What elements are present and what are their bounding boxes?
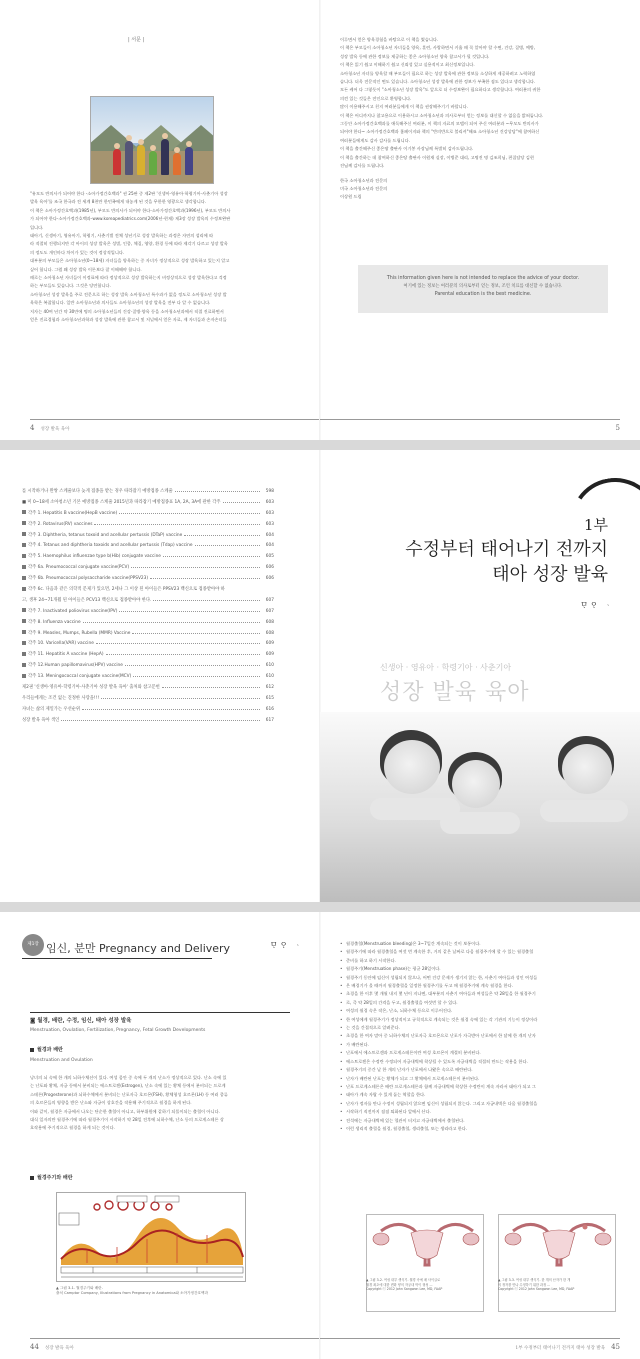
page-44 [0, 912, 320, 1359]
uterus-diagram-a [366, 1214, 484, 1312]
list-item: • 초경을 한 여자 말아 중 뇌하수체의 난포자극 호르몬으로 난포가 자극받아 난포에서 한 달에 한 개의 난자 [340, 1032, 625, 1040]
list-item: • 월경주기의 중간 날 한 개의 난자가 난포에서 나왔은 속으로 배란된다. [340, 1066, 625, 1074]
preface-body-right: 이루면서 얻은 양육경험을 바탕으로 이 책을 썼습니다. 이 책은 부모들이 소아청소년 자녀들을 양육, 훈련, 사랑하면서 키울 때 꼭 알아야 할 수면, 건강, 질병, 예방, 성장 발육 등에 관한 정보를 제공하는 좋은 소아청소년 양육 참고서가 될 것입니다. 이 책은 읽기 쉽고 이해하기 쉽고 신뢰성 있고 실용적이고 최신정보입니다. 소아청소년 자녀를 양육할 때 부모들이 필요로 하는 성장 발육에 관한 정보를 소상하게 제공하려고 노력하였 습니다. 더욱 전문적인 면도 있습니다. 소아청소년 성장 발육에 관한 정보가 부족한 점도 있다고 생각합니다. 모든 케어 다 그렇듯이 "소아청소년 성장 발육"도 앞으로 더 수정보완이 필요하다고 생각합니다. 여러분의 귀한 의견 있는 것들은 전인으로 환영합니다. 많이 이용해주시고 친지 여러분들에게 이 책을 권장해주기기 바랍니다. 이 책은 어디까지나 참고용으로 이용하시고 소아청소년과 의사로부터 얻는 정보를 대신할 수 없음을 밝혀둡니다. 그동안 소아가정간호백과를 애독해주신 여러분, 이 책의 자료의 모델이 되어 주신 여러분과 ~무모도 반의사가 되어야 한다~ 소아가정간호백과 홈페이지와 책의 "반의반으로 불리셔"해죠 소아청소년 건강상담"에 참여하신 여러분들에게도 감사 감사를 드립니다. 이 책을 출간해주신 좋은땅 출판사 이기봉 사장님께 특별히 감사드립니다. 이 책을 출간하는 데 참여하신 좋은땅 출판사 이원재 실장, 이병준 대리, 고명진 명 김조희님, 편집담당 김현 진님께 감사를 드립니다. 한국 소아청소년과 전문의 미국 소아청소년과 전문의 이상원 드림 [340, 36, 610, 202]
toc-page-number: 603 [265, 510, 274, 516]
toc-page-number: 606 [265, 576, 274, 582]
uterus-caption-b: ▲ 그림 3-3. 여성 내부 생식기. 한 개의 난자가 한 개 의 정자를 만나 수정하기 위한 과정 ... Copyright ⓒ 2012 John Sangwon Lee, MD, FAAP [498, 1278, 575, 1292]
toc-page-number: 598 [265, 489, 274, 494]
bullet-icon [22, 521, 26, 525]
page-number-left: 44 성장 발육 육아 [30, 1343, 74, 1351]
bullet-icon [22, 532, 26, 536]
toc-entry: 각주 13. Meningococcal conjugate vaccine(MCV) 610 [22, 673, 274, 684]
list-item: • 는 것을 간접적으로 알려준다. [340, 1024, 625, 1032]
page-number-right: 5 [615, 424, 620, 432]
toc-page-number: 607 [265, 597, 274, 603]
toc-page-number: 604 [265, 543, 274, 549]
toc-entry: 를 시작하거나 완쌍 스케줄보다 늦게 접종을 받는 경우 따라잡기 예방접종 스케줄 598 [22, 489, 274, 494]
ornament-icon: ᄆᆞᄋᆞ ᆞ [580, 601, 614, 610]
toc-entry: 각주 5. Haemophilus influenzae type b(Hib) conjugate vaccine 605 [22, 553, 274, 564]
chapter-body-left: 낭녀의 뇌 속에 한 개의 뇌하수체선이 있다. 여성 몸안 중 속에 두 개의 난소가 정상적으로 있다. 난소 속에 있 는 난포와 황체, 자궁 등에서 분비되는 에스트로겐(Estrogen), 난소 속에 있는 황체 등에서 분비되는 프로게 스테론(Progesterone)과 뇌하수체에서 분비되는 난포자극 호르몬(FSH), 황체형성 호르몬(LH) 등 여러 종류 의 호르몬들의 영향을 받은 난소와 자궁이 상호간을 작용해 주기적으로 월경을 하게 된다. 이와 같이, 월경은 자궁에서 나오는 단순한 출혈이 아니고, 하부위원에 같하기 되풀이되는 출혈이 아니다. 대식 일자의만 월경주기에 따라 월경주기이 시작하기 약 28일 전후에 뇌하수체, 난소 등의 프로게스테론 상 호작용에 주기적으로 월경을 하게 되는 것이다. [30, 1075, 228, 1131]
list-item: • 태아가 계속 자랄 수 있게 돕는 역할을 한다. [340, 1091, 625, 1099]
subtitle-large: 성장 발육 육아 [380, 680, 530, 705]
list-item: • 로, 즉 약 28일의 간격을 두고, 월경출혈을 여섯번 할 수 있다. [340, 999, 625, 1007]
toc-page-number: 608 [265, 619, 274, 625]
bullet-icon [22, 652, 26, 656]
toc-entry: 각주 11. Hepatitis A vaccine (HepA) 609 [22, 651, 274, 662]
list-item: • 월경주기에 따라 월경출혈을 여섯 번 계속한 후, 거의 같은 날짜로 다음 월경주기에 할 수 있는 월경출혈 [340, 948, 625, 956]
family-photo [90, 96, 214, 184]
toc-entry: 각주 8. Influenza vaccine 608 [22, 619, 274, 630]
bullet-icon [22, 674, 26, 678]
list-item: • 월경주기 동안에 임신이 성립되지 않으나, 어떤 건강 문제가 생기지 않는 한, 사춘기 여아들과 성인 여성들 [340, 974, 625, 982]
toc-page-number: 609 [265, 641, 274, 647]
toc-entry: 각주 6b. Pneumococcal polysaccharide vaccine(PPSV23) 606 [22, 575, 274, 586]
toc-page-number: 603 [265, 499, 274, 505]
page-number-left: 4 성장 발육 육아 [30, 424, 70, 432]
list-item: • 은 배경기가 올 때까지 월경출혈을 일정한 월경주기를 두고 매 월경주기에 계속 월경을 한다. [340, 982, 625, 990]
toc-page-number: 606 [265, 565, 274, 571]
toc-entry: ■ 미 0~18세 소아청소년 기본 예방접종 스케줄 2015년과 따라잡기 예방접종표 1A, 2A, 3A에 관한 각주 603 [22, 499, 274, 505]
toc-page-number: 615 [265, 695, 274, 701]
table-of-contents [22, 488, 274, 728]
toc-page-number: 610 [265, 663, 274, 669]
toc-entry: 각주 6a. Pneumococcal conjugate vaccine(PCV) 606 [22, 564, 274, 575]
heading-menstruation: 월경과 배란 [30, 1046, 63, 1053]
bullet-icon [22, 543, 26, 547]
toc-page-number: 609 [265, 652, 274, 658]
page-45 [320, 912, 640, 1359]
list-item: • 난자가 정자를 만나 수정이 성립되지 않으면 임신이 성립되지 않는다. 그리고 자궁내벽은 다음 월경출혈을 [340, 1100, 625, 1108]
list-item: • 난포에서 에스트로겐과 프로게스테론이란 여성 호르몬이 계절히 분비된다. [340, 1049, 625, 1057]
list-item: • 월경출혈(Menstruation bleeding)은 3~7일간 계속되는 것이 보통이다. [340, 940, 625, 948]
toc-page-number: 603 [265, 521, 274, 527]
toc-page-number: 617 [265, 717, 274, 723]
bullet-icon [22, 587, 26, 591]
list-item: • 전석에는 자궁내벽에 있는 혈관이 터지고 자궁내벽에서 출혈된다. [340, 1117, 625, 1125]
part-title-line1: 수정부터 태어나기 전까지 [405, 539, 608, 560]
toc-page-number: 608 [265, 630, 274, 636]
list-item: • 가 배란된다. [340, 1041, 625, 1049]
toc-entry: 우리들에게는 조건 없는 진정한 사랑을!!! 615 [22, 695, 274, 701]
bullet-icon [22, 630, 26, 634]
section-title: ◙ 월경, 배란, 수정, 임신, 태아 성장 발육 [30, 1018, 132, 1024]
toc-entry: 제2권 '신생아·영유아·학령기아·사춘기아 성장 발육 육아' 출처와 참고문헌 612 [22, 685, 274, 691]
heading-menstruation-en: Menstruation and Ovulation [30, 1058, 93, 1063]
toc-page-number: 605 [265, 554, 274, 560]
list-item: • 여성의 월경 속은 작은, 난소, 뇌하수체 등으로 이루어진다. [340, 1007, 625, 1015]
bullet-icon [22, 608, 26, 612]
toc-page-number: 612 [265, 685, 274, 691]
list-item: • 이런 생리적 출혈을 월경, 월경출혈, 생리출혈, 또는 생리라고 한다. [340, 1125, 625, 1133]
page-toc [0, 450, 320, 902]
part-number: 1부 [583, 516, 608, 534]
list-item: • 월경주기(Menstruation phase)는 평균 28일이다. [340, 965, 625, 973]
uterus-diagram-b [498, 1214, 616, 1312]
bullet-icon [22, 576, 26, 580]
page-5 [320, 0, 640, 440]
part-title-line2: 태아 성장 발육 [492, 564, 608, 585]
toc-entry: 각주 6c. 다음과 같은 의학적 문제가 있으면, 2세나 그 이상 된 아이들은 PPSV23 백신으로 접종받아야 하 [22, 586, 274, 597]
notice-box: This information given here is not intended to replace the advice of your doctor. 여기에 있는 정보는 여러분의 의사로부터 얻는 정보, 조언 치료를 대신할 수 없습니다. Parental education is the best medicine. [358, 265, 608, 313]
spread-chapter1 [0, 912, 640, 1359]
toc-entry: 각주 4. Tetanus and diphtheria toxoids and acellular pertussis (Tdap) vaccine 604 [22, 542, 274, 553]
bullet-icon [22, 641, 26, 645]
toc-entry: 각주 3. Diphtheria, tetanus toxoid and acellular pertussis (DTaP) vaccine 604 [22, 532, 274, 543]
page-4 [0, 0, 320, 440]
uterus-caption-a: ▲ 그림 3-2. 여성 내부 생식기. 월경 속에 매 사이클로 월경 최초에 대한 변화 양의 자궁내 막이 형성 ... Copyright ⓒ 2012 John Sangwon Lee, MD, FAAP [366, 1278, 443, 1292]
preface-body-left: "유모도 반의사가 되어야 한다 -소아가정간호백과" 권 25판 중 제2판 '신생아·영유아·학령기아·사춘기아 성장 발육 육아'를 조국 한국과 전 세계 8천만 한민족에게 내놓게 된 것을 무한한 영광으로 생각합니다. 이 책은 소아가정간호백과(1985년), 부모도 반의사가 되어야 한다-소아가정간호백과(1996년), 부모도 반의사 가 되어야 한다-소아가정간호백과-www.koreapediatrics.com(2006년-현재) 제3장 성장 발육의 수정보완판 입니다. 태아기, 신생아기, 영유아기, 학령기, 사춘기별 전체 성년기로 성장 발육하는 과정은 자연의 섭리에 따 라 적절히 진행되지만 각 아이의 성장 발육은 성별, 인종, 체질, 영양, 환경 등에 따라 제각기 다르고 성장 발육 의 정도도 개인마다 차이가 있는 것이 정상적입니다. 대부분의 부모들은 소아청소년(0~18세) 자녀들을 양육하는 중 자녀가 정상적으로 성장 발육하고 있는지 알고 싶어 합니다. 그럼 왜 성장 발육 이론보다 잘 이해해야 합니다. 때로는 소아청소년 자녀들이 이정표에 따라 정상적으로 성장 발육하는지 비정상적으로 성장 발육한다고 걱정 하는 부모들도 있습니다. 그것은 당연합니다. 소아청소년 성장 발육을 주로 전문으로 하는 성장 발육 소아청소년 특수과가 없을 정도로 소아청소년 성장 발 육학은 복잡합니다. 일반 소아청소년과 의사들도 소아청소년의 성장 발육을 전부 다 알 수 없습니다. 저자는 40여 년간 약 30만에 명의 소아청소년들의 건강·질병·양육 등을 소아청소년과에서 직접 진료하면서 얻은 진료경험과 소아청소년과학과 성장 발육에 관한 참고서 및 저널에서 얻은 자료, 제 자녀들과 손자손녀들 [30, 191, 231, 323]
bullet-icon [22, 663, 26, 667]
bullet-icon [22, 554, 26, 558]
list-item: • 에스트로겐은 수정란 수정되어 자궁내벽에 착상될 수 있도록 자궁내벽을 적절히 만드는 작용을 한다. [340, 1058, 625, 1066]
list-item: • 시작하기 직전까지 점점 퇴화된다 앞에서 산다. [340, 1108, 625, 1116]
toc-page-number: 616 [265, 706, 274, 712]
bullet-icon [22, 510, 26, 514]
toc-entry: 각주 7. Inactivated poliovirus vaccine(IPV) 607 [22, 608, 274, 619]
list-item: • 난자가 배란된 난포는 황체가 되고 그 황체에서 프로게스테론이 분비된다. [340, 1075, 625, 1083]
toc-entry: 각주 1. Hepatitis B vaccine(HepB vaccine) 603 [22, 510, 274, 521]
signature: 한국 소아청소년과 전문의 [340, 177, 388, 183]
chapter-badge: 제1장 [22, 934, 44, 956]
toc-entry: 자녀는 삶의 제일가는 우선순위 616 [22, 706, 274, 712]
list-item: • 초경을 한 이후 몇 개월 내지 몇 년이 지나면, 대부분의 사춘기 여아들과 여성들은 약 28일을 한 월경주기 [340, 990, 625, 998]
preface-title: | 서문 | [128, 37, 145, 43]
list-item: • 한 여성에게 월경주기가 정상적이고 규칙적으로 계속되는 것은 월경 속에 있는 각 기관의 기능이 정상이라 [340, 1016, 625, 1024]
toc-entry: 고, 생후 24~71개월 된 아이들은 PCV13 백신으로 접종받아야 한다. 607 [22, 597, 274, 603]
ornament-icon: ᄆᆞᄋᆞ ᆞ [270, 941, 304, 950]
toc-page-number: 610 [265, 674, 274, 680]
page-number-right: 1부 수정부터 태어나기 전까지 태아 성장 발육 45 [515, 1343, 620, 1351]
toc-page-number: 604 [265, 532, 274, 538]
footer-rule [30, 419, 320, 420]
bullet-icon [22, 565, 26, 569]
bullet-icon [22, 619, 26, 623]
list-item: • 난포 프로게스테론은 배란 프로게스테론과 함께 자궁내벽에 착상한 수정란이 계속 자라서 태아가 되고 그 [340, 1083, 625, 1091]
menstrual-cycle-diagram [56, 1192, 246, 1282]
toc-entry: 각주 12.Human papillomavirus(HPV) vaccine 610 [22, 662, 274, 673]
toc-entry: 각주 9. Measles, Mumps, Rubella (MMR) Vaccine 608 [22, 630, 274, 641]
diagram-caption: ▲ 그림 3-1. 월경주기와 배란. 출처 Camptor Company, Illustrations from Pregnancy in Anatomica와 소아가정간호백과 [56, 1286, 208, 1295]
spread-toc-part1 [0, 450, 640, 902]
chapter-body-right [340, 940, 625, 1133]
page-part1-opener [320, 450, 640, 902]
section-title-en: Menstruation, Ovulation, Fertilization, Pregnancy, Fetal Growth Developments [30, 1028, 206, 1033]
subtitle-small: 신생아 · 영유아 · 학령기아 · 사춘기아 [380, 663, 512, 672]
toc-entry: 각주 10. Varicella(VAR) vaccine 609 [22, 640, 274, 651]
toc-entry: 성장 발육 육아 색인 617 [22, 717, 274, 723]
spread-preface [0, 0, 640, 440]
chapter-title: 임신, 분만 Pregnancy and Delivery [46, 942, 231, 955]
toc-entry: 각주 2. Rotavirus(RV) vaccines 603 [22, 521, 274, 532]
list-item: • 준비를 하고 하기 시작한다. [340, 957, 625, 965]
toc-page-number: 607 [265, 608, 274, 614]
children-photo [320, 712, 640, 902]
heading-cycle: 월경주기와 배란 [30, 1174, 73, 1181]
